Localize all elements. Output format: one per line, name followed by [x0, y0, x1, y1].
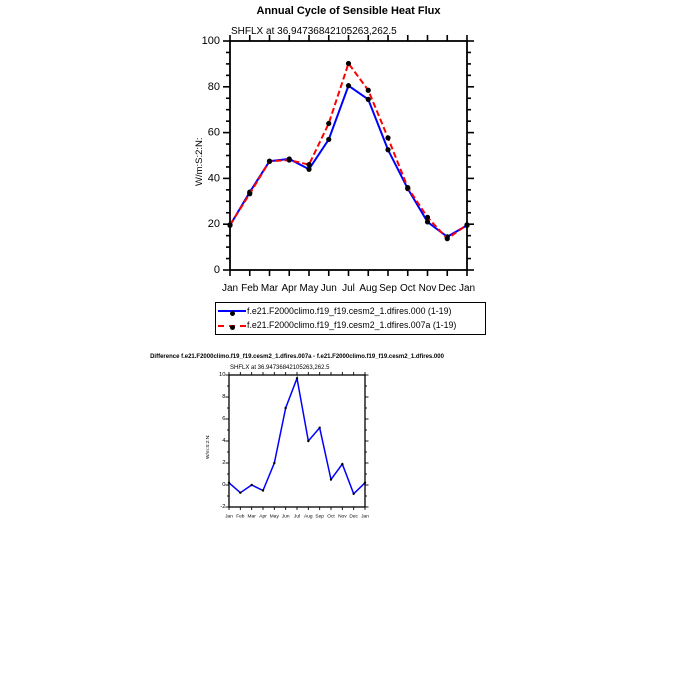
x-tick-label: Aug — [304, 514, 313, 520]
top-chart-y-axis-label: W/m:S:2:N: — [194, 137, 205, 186]
x-tick-label: Jun — [281, 514, 290, 520]
data-point-marker — [364, 482, 366, 484]
data-point-marker — [307, 440, 309, 442]
y-tick-label: 6 — [222, 416, 226, 422]
y-tick-label: 10 — [219, 372, 226, 378]
x-tick-label: Jan — [225, 514, 233, 520]
difference-chart-title: Difference f.e21.F2000climo.f19_f19.cesm2_1.dfires.007a - f.e21.F2000climo.f19_f19.cesm2_1.dfires.000 — [150, 354, 444, 360]
x-tick-label: Feb — [241, 283, 259, 294]
x-tick-label: Nov — [418, 283, 437, 294]
y-tick-label: 40 — [207, 172, 220, 185]
data-point-marker — [250, 484, 252, 486]
x-tick-label: Nov — [338, 514, 347, 520]
y-tick-label: 0 — [213, 264, 220, 276]
legend-label: f.e21.F2000climo.f19_f19.cesm2_1.dfires.007a (1-19) — [247, 320, 457, 331]
y-tick-label: 80 — [207, 80, 220, 93]
data-point-marker — [284, 407, 286, 409]
x-tick-label: Jan — [361, 514, 369, 520]
data-point-marker — [239, 492, 241, 494]
legend-label: f.e21.F2000climo.f19_f19.cesm2_1.dfires.000 (1-19) — [247, 305, 452, 316]
y-axis — [226, 375, 369, 507]
x-tick-label: Dec — [349, 514, 358, 520]
top-chart-title: Annual Cycle of Sensible Heat Flux — [256, 5, 441, 17]
y-tick-label: -2 — [220, 504, 226, 510]
x-tick-label: Jun — [320, 283, 337, 294]
x-tick-label: Sep — [379, 283, 397, 294]
data-point-marker — [228, 482, 230, 484]
x-tick-label: Oct — [399, 283, 416, 294]
x-tick-label: Jan — [221, 283, 239, 294]
y-tick-label: 20 — [207, 218, 220, 231]
x-tick-label: Aug — [359, 283, 378, 294]
top-chart-subtitle: SHFLX at 36.94736842105263,262.5 — [231, 26, 397, 37]
y-tick-label: 2 — [222, 460, 226, 466]
y-tick-label: 8 — [222, 394, 226, 400]
x-tick-label: Mar — [260, 283, 279, 294]
series-line — [229, 378, 365, 494]
x-tick-label: Jul — [342, 283, 355, 294]
y-tick-label: 100 — [201, 35, 220, 47]
x-tick-label: Jan — [458, 283, 476, 294]
x-tick-label: Oct — [327, 514, 335, 520]
difference-chart-subtitle: SHFLX at 36.94736842105263,262.5 — [230, 365, 330, 371]
difference-chart-y-axis-label: W/m:S:2:N: — [206, 434, 211, 459]
data-point-marker — [296, 377, 298, 379]
x-tick-label: Mar — [247, 514, 256, 520]
y-tick-label: 4 — [222, 438, 226, 444]
data-point-marker — [262, 489, 264, 491]
x-tick-label: Dec — [438, 283, 457, 294]
data-point-marker — [330, 478, 332, 480]
x-tick-label: Jul — [293, 514, 301, 520]
x-tick-label: Apr — [259, 514, 267, 520]
y-tick-label: 0 — [222, 482, 226, 488]
x-tick-label: May — [299, 283, 319, 294]
x-tick-label: Apr — [281, 283, 298, 294]
data-point-marker — [341, 463, 343, 465]
x-tick-label: Sep — [315, 514, 324, 520]
data-point-marker — [352, 493, 354, 495]
x-tick-label: May — [269, 514, 279, 520]
x-tick-label: Feb — [236, 514, 245, 520]
y-tick-label: 60 — [207, 126, 220, 139]
x-axis — [229, 372, 365, 510]
data-point-marker — [318, 427, 320, 429]
data-point-marker — [273, 462, 275, 464]
